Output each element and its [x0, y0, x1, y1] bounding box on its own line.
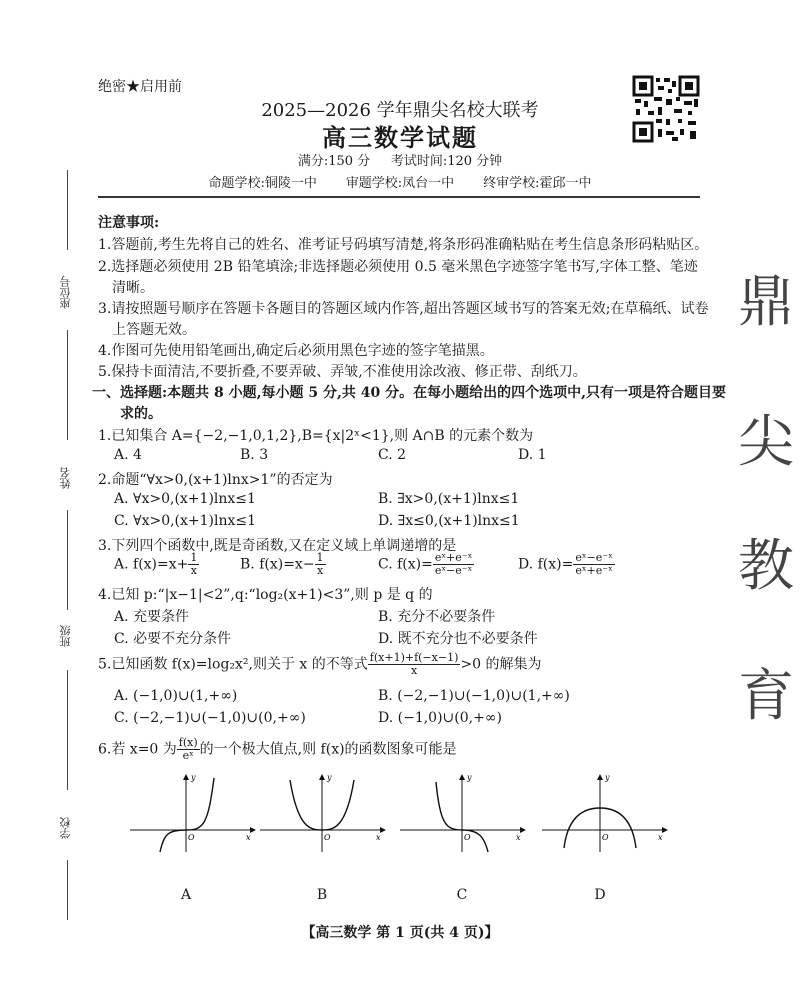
- time-label: 考试时间:120 分钟: [390, 154, 503, 169]
- question-6-stem: [98, 737, 457, 762]
- school-reviewer: 审题学校:凤台一中: [345, 176, 455, 191]
- q1-option-c: C. 2: [378, 447, 407, 463]
- origin-label: O: [602, 833, 609, 842]
- y-axis-label: y: [191, 773, 196, 782]
- fraction: [368, 652, 461, 677]
- x-axis-label: x: [658, 833, 663, 842]
- q2-option-b: B. ∃x>0,(x+1)lnx≤1: [378, 491, 520, 507]
- note-1: 1.答题前,考生先将自己的姓名、准考证号码填写清楚,将条形码准确粘贴在考生信息条形码粘贴区。: [98, 237, 709, 253]
- q1-option-a: A. 4: [114, 447, 142, 463]
- denominator: eˣ: [182, 749, 194, 762]
- x-axis-label: x: [246, 833, 251, 842]
- section-heading: 一、选择题:本题共 8 小题,每小题 5 分,共 40 分。在每小题给出的四个选项中,只有一项是符合题目要: [92, 385, 726, 401]
- numerator: 1: [316, 551, 324, 564]
- binding-line: [67, 510, 68, 610]
- binding-line: [67, 670, 68, 790]
- exam-meta: [0, 150, 800, 169]
- brand-char-3: 教: [738, 534, 794, 599]
- exam-title: 2025—2026 学年鼎尖名校大联考: [261, 100, 539, 121]
- seat-number-label: 座位号: [59, 276, 72, 310]
- q5-option-c: C. (−2,−1)∪(−1,0)∪(0,+∞): [114, 710, 306, 726]
- q4-option-c: C. 必要不充分条件: [114, 631, 232, 647]
- q4-option-a: A. 充要条件: [114, 609, 190, 625]
- graph-d: [540, 772, 670, 852]
- graph-d-label: D: [594, 887, 606, 903]
- x-axis-label: x: [516, 833, 521, 842]
- origin-label: O: [464, 833, 471, 842]
- binding-line: [67, 860, 68, 920]
- graph-b: [258, 772, 388, 852]
- exam-subject-title: 高三数学试题: [322, 123, 478, 152]
- q5-stem-pre: 5.已知函数 f(x)=log₂x²,则关于 x 的不等式: [98, 656, 368, 673]
- q5-option-a: A. (−1,0)∪(1,+∞): [114, 688, 238, 704]
- fraction: [188, 552, 199, 577]
- q5-stem-post: >0 的解集为: [460, 656, 542, 673]
- page-footer: 【高三数学 第 1 页(共 4 页)】: [301, 925, 499, 941]
- question-3-stem: 3.下列四个函数中,既是奇函数,又在定义域上单调递增的是: [98, 538, 457, 554]
- q3-option-c: [378, 552, 474, 577]
- x-axis-arrow-icon: [662, 827, 668, 833]
- y-axis-arrow-icon: [459, 774, 465, 780]
- graph-c: [398, 772, 528, 852]
- q3-d-text: D. f(x)=: [518, 556, 574, 573]
- confidential-label: 绝密★启用前: [98, 79, 182, 95]
- denominator: eˣ−e⁻ˣ: [434, 564, 473, 577]
- binding-line: [67, 330, 68, 440]
- question-1-stem: 1.已知集合 A={−2,−1,0,1,2},B={x|2ˣ<1},则 A∩B 的元素个数为: [98, 428, 534, 444]
- origin-label: O: [188, 833, 195, 842]
- y-axis-label: y: [467, 773, 472, 782]
- x-axis-arrow-icon: [250, 827, 256, 833]
- qr-code-icon: [632, 75, 700, 143]
- y-axis-label: y: [605, 773, 610, 782]
- numerator: eˣ−e⁻ˣ: [575, 551, 613, 564]
- y-axis-arrow-icon: [183, 774, 189, 780]
- fraction: [573, 552, 614, 577]
- q1-option-b: B. 3: [240, 447, 269, 463]
- q2-option-c: C. ∀x>0,(x+1)lnx≤1: [114, 513, 257, 529]
- q3-b-text: B. f(x)=x−: [240, 556, 315, 573]
- graph-a: [128, 772, 258, 852]
- q4-option-d: D. 既不充分也不必要条件: [378, 631, 538, 647]
- note-3-cont: 上答题无效。: [112, 322, 196, 338]
- q2-option-d: D. ∃x≤0,(x+1)lnx≤1: [378, 513, 520, 529]
- school-author: 命题学校:铜陵一中: [208, 176, 317, 191]
- q2-option-a: A. ∀x>0,(x+1)lnx≤1: [114, 491, 256, 507]
- x-axis-arrow-icon: [520, 827, 526, 833]
- notes-heading: 注意事项:: [98, 215, 160, 231]
- binding-line: [67, 170, 68, 250]
- y-axis-arrow-icon: [319, 774, 325, 780]
- header-divider: [98, 196, 700, 198]
- numerator: 1: [190, 551, 198, 564]
- question-2-stem: 2.命题“∀x>0,(x+1)lnx>1”的否定为: [98, 472, 333, 488]
- curve: [160, 778, 214, 852]
- q5-option-d: D. (−1,0)∪(0,+∞): [378, 710, 502, 726]
- brand-char-4: 育: [738, 664, 794, 729]
- x-axis-label: x: [376, 833, 381, 842]
- y-axis-arrow-icon: [597, 774, 603, 780]
- class-label: 班级: [59, 625, 72, 647]
- score-label: 满分:150 分: [297, 154, 371, 169]
- numerator: f(x): [178, 736, 198, 749]
- denominator: x: [190, 564, 197, 577]
- note-2-cont: 清晰。: [112, 280, 154, 296]
- question-4-stem: 4.已知 p:“|x−1|<2”,q:“log₂(x+1)<3”,则 p 是 q 的: [98, 587, 433, 603]
- school-label: 学校: [59, 817, 72, 839]
- graph-a-label: A: [180, 887, 192, 903]
- y-axis-label: y: [327, 773, 332, 782]
- brand-char-2: 尖: [738, 410, 794, 475]
- school-final: 终审学校:霍邱一中: [483, 176, 592, 191]
- origin-label: O: [324, 833, 331, 842]
- q1-option-d: D. 1: [518, 447, 547, 463]
- q6-stem-post: 的一个极大值点,则 f(x)的函数图象可能是: [199, 741, 457, 758]
- note-4: 4.作图可先使用铅笔画出,确定后必须用黑色字迹的签字笔描黑。: [98, 343, 494, 359]
- q3-c-text: C. f(x)=: [378, 556, 433, 573]
- q4-option-b: B. 充分不必要条件: [378, 609, 496, 625]
- graph-c-label: C: [456, 887, 468, 903]
- denominator: x: [410, 664, 418, 677]
- name-label: 姓名: [59, 467, 72, 489]
- school-info: [0, 172, 800, 191]
- q6-stem-pre: 6.若 x=0 为: [98, 741, 177, 758]
- note-5: 5.保持卡面清洁,不要折叠,不要弄破、弄皱,不准使用涂改液、修正带、刮纸刀。: [98, 364, 587, 380]
- fraction: [177, 737, 200, 762]
- section-heading-cont: 求的。: [120, 406, 162, 422]
- q5-option-b: B. (−2,−1)∪(−1,0)∪(1,+∞): [378, 688, 570, 704]
- fraction: [433, 552, 474, 577]
- graph-b-label: B: [316, 887, 328, 903]
- numerator: eˣ+e⁻ˣ: [434, 551, 473, 564]
- brand-char-1: 鼎: [738, 270, 794, 335]
- question-5-stem: [98, 652, 541, 677]
- x-axis-arrow-icon: [380, 827, 386, 833]
- q3-option-d: [518, 552, 615, 577]
- note-2: 2.选择题必须使用 2B 铅笔填涂;非选择题必须使用 0.5 毫米黑色字迹签字笔书写,字体工整、笔迹: [98, 259, 698, 275]
- q3-option-a: [114, 552, 199, 577]
- note-3: 3.请按照题号顺序在答题卡各题目的答题区域内作答,超出答题区域书写的答案无效;在草稿纸、试卷: [98, 301, 709, 317]
- q3-a-text: A. f(x)=x+: [114, 556, 189, 573]
- numerator: f(x+1)+f(−x−1): [369, 651, 459, 664]
- fraction: [315, 552, 326, 577]
- q3-option-b: [240, 552, 326, 577]
- denominator: eˣ+e⁻ˣ: [575, 564, 613, 577]
- denominator: x: [316, 564, 324, 577]
